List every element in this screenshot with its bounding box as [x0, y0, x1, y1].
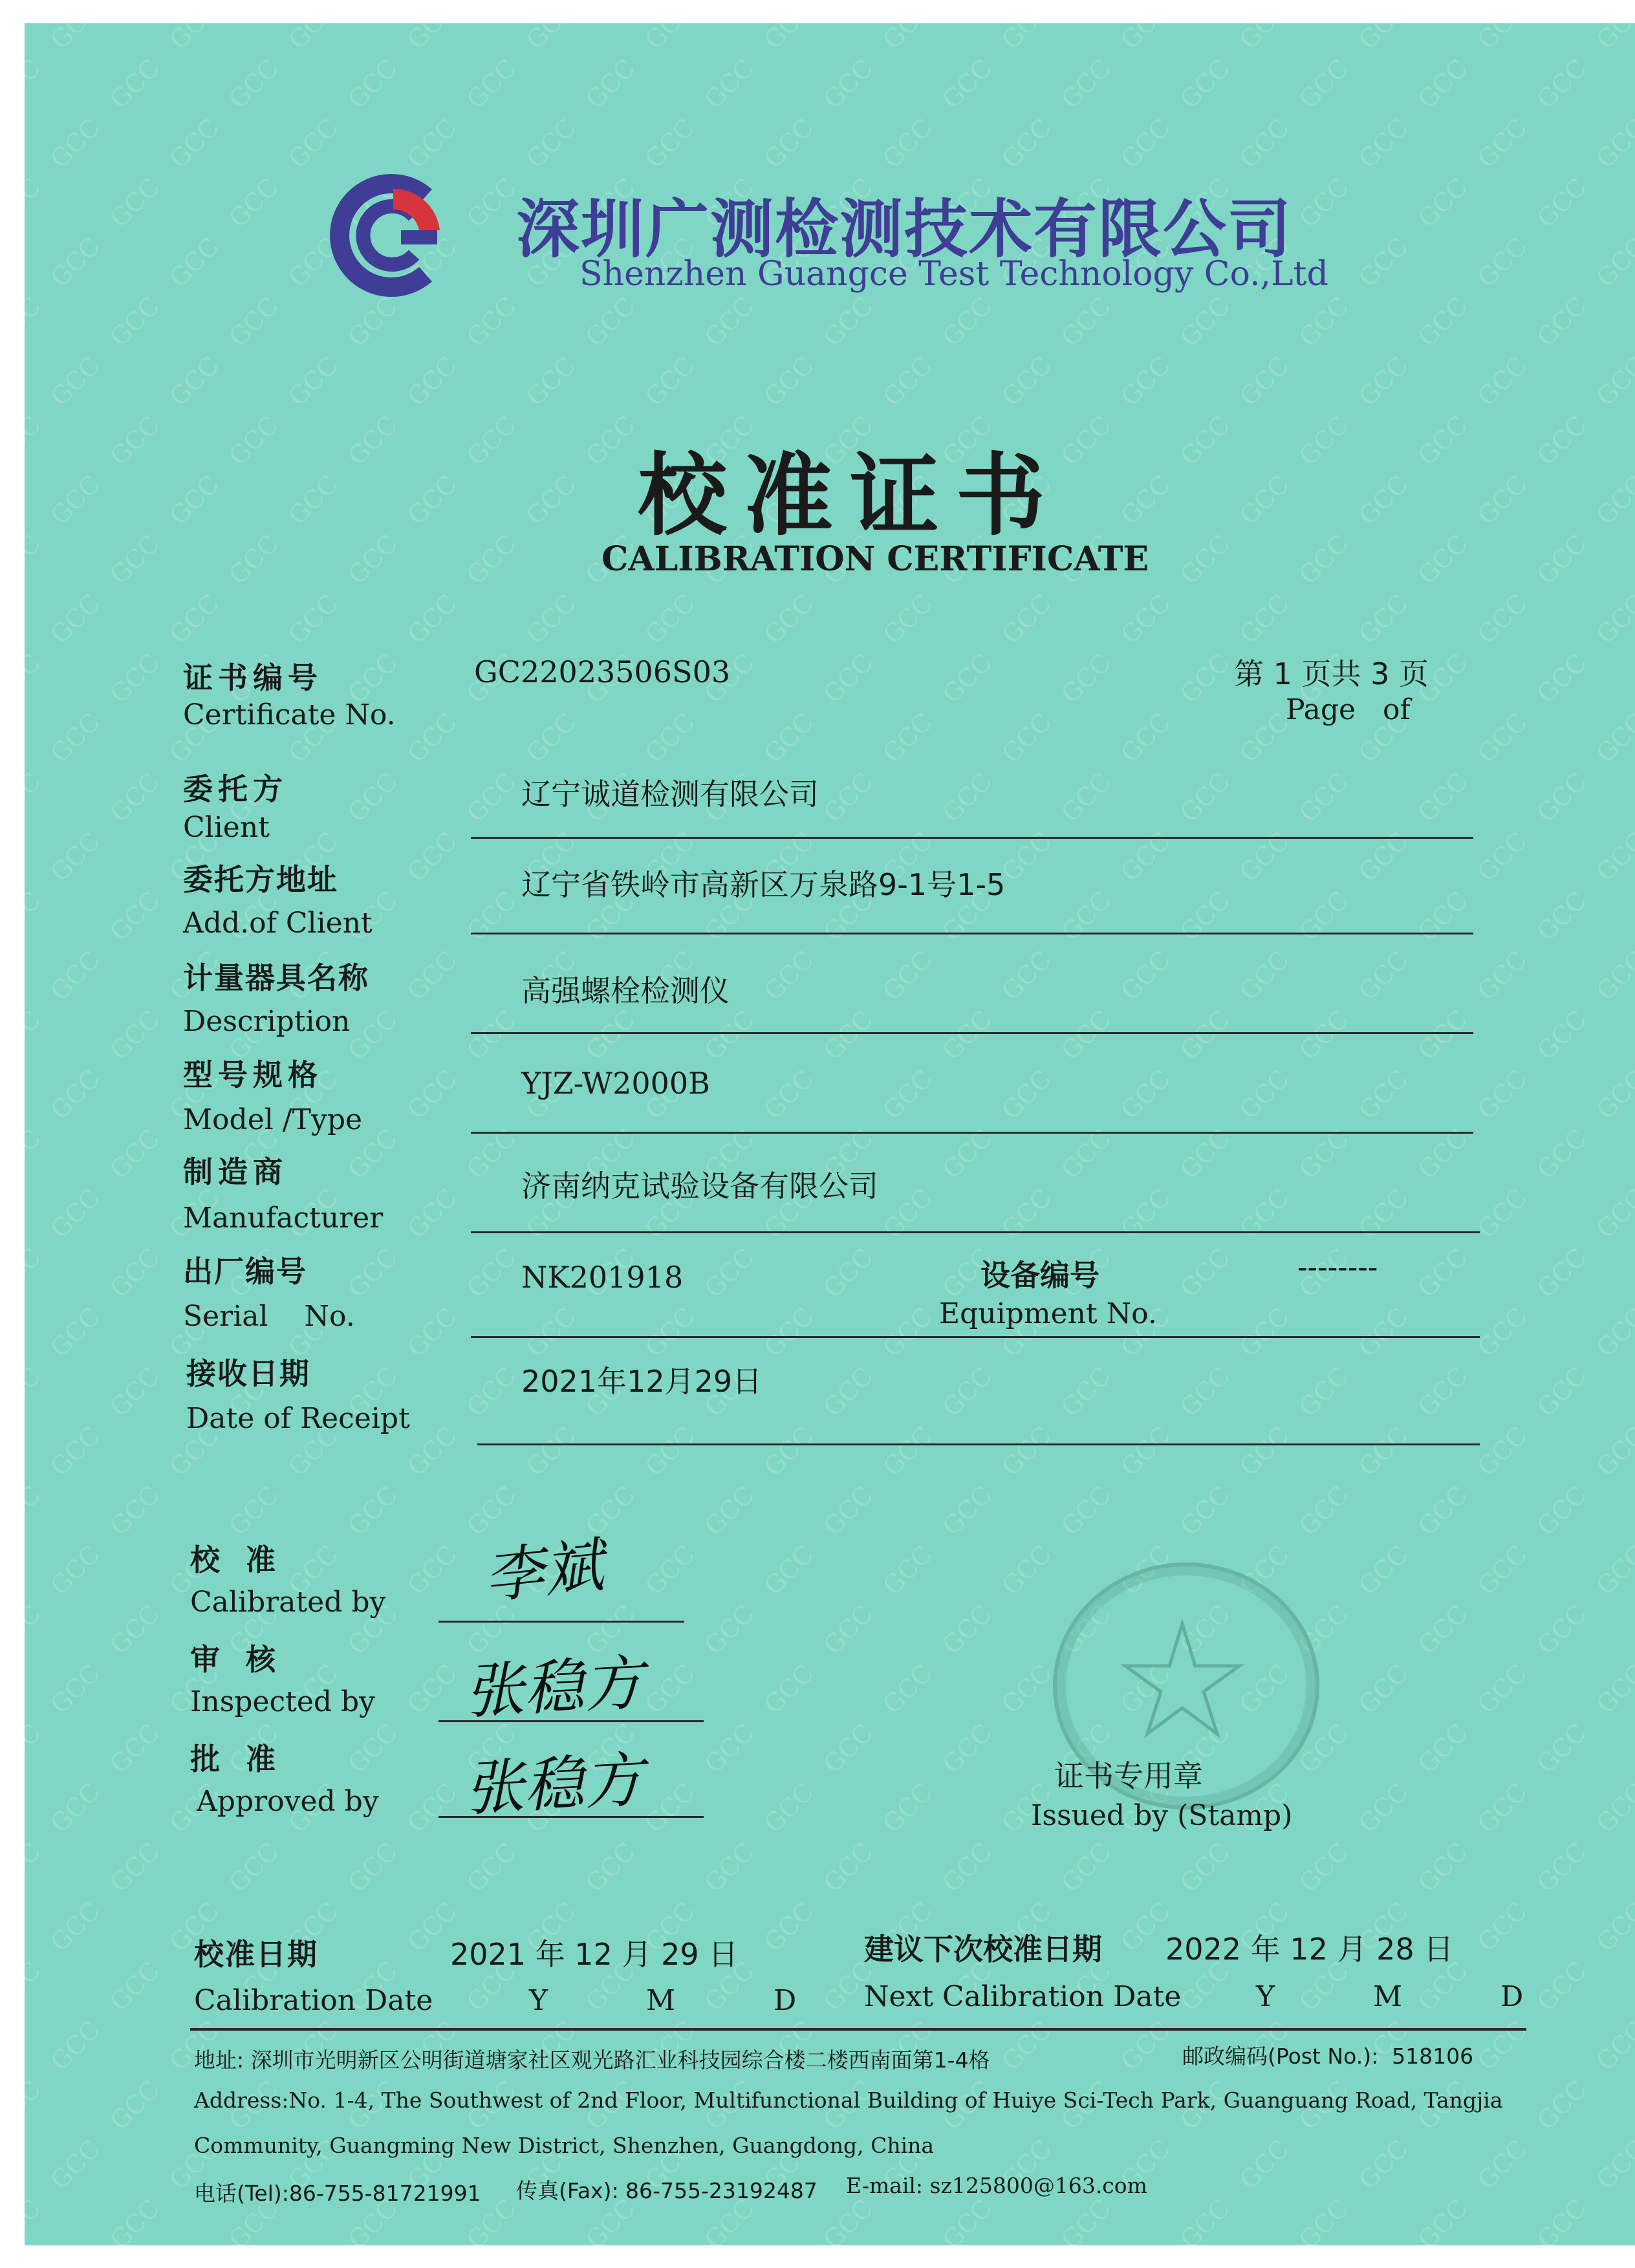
footer-tel: 电话(Tel):86-755-81721991 [194, 2181, 481, 2206]
footer-email: E-mail: sz125800@163.com [846, 2173, 1147, 2198]
footer-fax: 传真(Fax): 86-755-23192487 [516, 2178, 817, 2203]
next-calibration-label-cn: 建议下次校准日期 [864, 1932, 1102, 1967]
inspected-by-signature: 张稳方 [462, 1648, 645, 1727]
page-info-en: Page of [1286, 693, 1411, 726]
equipment-label-en: Equipment No. [939, 1297, 1157, 1330]
manufacturer-value: 济南纳克试验设备有限公司 [521, 1169, 878, 1204]
page-info-cn: 第 1 页共 3 页 [1234, 656, 1429, 691]
certificate-no-label-en: Certificate No. [183, 698, 396, 731]
stamp-label-cn: 证书专用章 [1054, 1758, 1203, 1793]
client-underline [471, 837, 1473, 839]
calibration-date-value: 2021 年 12 月 29 日 [450, 1937, 739, 1972]
manufacturer-label-en: Manufacturer [183, 1202, 384, 1235]
client-label-cn: 委托方 [183, 772, 288, 806]
approved-by-label-cn: 批 准 [190, 1742, 284, 1777]
certificate-no-label-cn: 证书编号 [183, 660, 323, 695]
footer-divider [190, 2028, 1526, 2031]
receipt-label-cn: 接收日期 [186, 1356, 310, 1391]
next-calibration-ymd: Y M D [1256, 1980, 1524, 2013]
calibrated-by-underline [439, 1621, 684, 1623]
serial-value: NK201918 [521, 1260, 684, 1295]
serial-label-cn: 出厂编号 [183, 1254, 307, 1289]
approved-by-underline [439, 1816, 704, 1818]
description-label-en: Description [183, 1005, 351, 1038]
manufacturer-underline [471, 1231, 1480, 1233]
receipt-value: 2021年12月29日 [521, 1364, 763, 1399]
inspected-by-label-cn: 审 核 [190, 1642, 284, 1677]
certificate-paper [25, 23, 1635, 2245]
footer-postcode: 邮政编码(Post No.): 518106 [1182, 2044, 1474, 2069]
client-address-value: 辽宁省铁岭市高新区万泉路9-1号1-5 [521, 867, 1006, 902]
description-value: 高强螺栓检测仪 [521, 973, 730, 1008]
calibrated-by-label-cn: 校 准 [190, 1542, 284, 1577]
certificate-no-value: GC22023506S03 [474, 654, 731, 689]
client-label-en: Client [183, 811, 270, 844]
receipt-label-en: Date of Receipt [186, 1402, 410, 1435]
approved-by-signature: 张稳方 [462, 1745, 645, 1824]
manufacturer-label-cn: 制造商 [183, 1154, 288, 1189]
calibrated-by-label-en: Calibrated by [190, 1586, 386, 1619]
equipment-label-cn: 设备编号 [980, 1258, 1099, 1293]
title-en: CALIBRATION CERTIFICATE [601, 539, 1149, 579]
model-label-cn: 型号规格 [183, 1057, 323, 1092]
serial-underline [471, 1336, 1480, 1338]
gcc-logo-icon [329, 171, 458, 300]
next-calibration-label-en: Next Calibration Date [864, 1980, 1182, 2013]
inspected-by-label-en: Inspected by [190, 1685, 376, 1718]
footer-address-cn: 地址: 深圳市光明新区公明街道塘家社区观光路汇业科技园综合楼二楼西南面第1-4格 [194, 2047, 990, 2073]
client-address-label-cn: 委托方地址 [183, 862, 338, 897]
approved-by-label-en: Approved by [197, 1785, 379, 1818]
serial-label-en: Serial No. [183, 1300, 355, 1333]
title-cn: 校准证书 [638, 444, 1063, 548]
next-calibration-value: 2022 年 12 月 28 日 [1165, 1932, 1454, 1967]
client-address-label-en: Add.of Client [183, 907, 373, 940]
description-label-cn: 计量器具名称 [183, 960, 369, 995]
company-name-cn: 深圳广测检测技术有限公司 [516, 193, 1293, 266]
stamp-label-en: Issued by (Stamp) [1031, 1799, 1293, 1832]
model-underline [471, 1132, 1473, 1134]
calibration-date-label-en: Calibration Date [194, 1984, 433, 2017]
client-value: 辽宁诚道检测有限公司 [521, 777, 819, 812]
calibration-date-label-cn: 校准日期 [194, 1937, 318, 1972]
description-underline [471, 1032, 1473, 1034]
company-name-en: Shenzhen Guangce Test Technology Co.,Ltd [579, 255, 1328, 294]
calibration-date-ymd: Y M D [529, 1984, 797, 2017]
model-value: YJZ-W2000B [521, 1066, 710, 1101]
inspected-by-underline [439, 1720, 704, 1722]
footer-address-en-line-2: Community, Guangming New District, Shenzhen, Guangdong, China [194, 2133, 935, 2158]
calibrated-by-signature: 李斌 [481, 1530, 607, 1612]
footer-address-en-line-1: Address:No. 1-4, The Southwest of 2nd Floor, Multifunctional Building of Huiye Sci-Tech Park, Guanguang Road, Tangjia [194, 2088, 1503, 2113]
receipt-underline [477, 1443, 1480, 1445]
equipment-value: -------- [1297, 1249, 1378, 1284]
client-address-underline [471, 933, 1473, 934]
model-label-en: Model /Type [183, 1103, 363, 1136]
